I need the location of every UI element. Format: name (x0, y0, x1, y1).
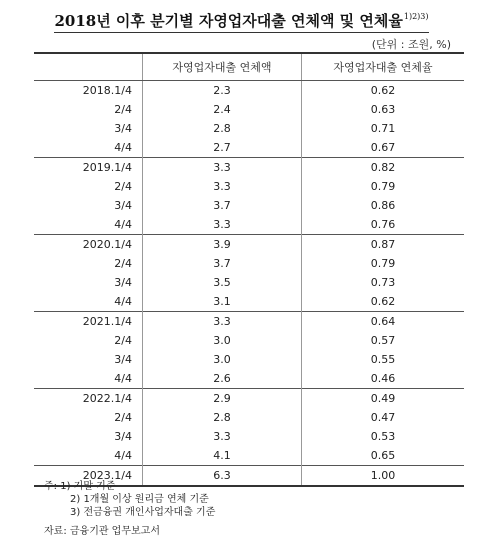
table-row (34, 446, 464, 466)
cell-rate: 0.64 (302, 312, 465, 332)
cell-rate: 0.82 (302, 158, 465, 178)
cell-period: 3/4 (34, 119, 143, 138)
cell-period: 2023.1/4 (34, 466, 143, 487)
cell-period: 4/4 (34, 215, 143, 235)
table-row (34, 158, 464, 178)
cell-rate: 0.62 (370, 295, 396, 308)
cell-rate: 0.79 (370, 257, 396, 270)
cell-amount: 2.8 (143, 408, 302, 427)
table-row (34, 177, 464, 196)
cell-period: 2/4 (34, 177, 143, 196)
table-row (34, 235, 464, 255)
cell-rate: 0.63 (370, 103, 396, 116)
cell-rate: 0.53 (370, 430, 396, 443)
cell-rate: 0.62 (370, 84, 396, 97)
table-row (34, 119, 464, 138)
cell-amount: 2.7 (143, 138, 302, 158)
cell-amount: 3.7 (143, 196, 302, 215)
table-row (34, 100, 464, 119)
table-row (34, 427, 464, 446)
table-row (34, 254, 464, 273)
cell-period: 2/4 (34, 331, 143, 350)
cell-rate: 0.65 (370, 449, 396, 462)
cell-amount: 2.4 (143, 100, 302, 119)
footnote-line (44, 480, 215, 493)
cell-amount: 3.3 (143, 427, 302, 446)
cell-period: 2/4 (34, 408, 143, 427)
footnote-prefix: 주: (44, 481, 58, 492)
cell-period: 3/4 (34, 273, 143, 292)
cell-period: 4/4 (34, 138, 143, 158)
cell-amount: 3.1 (143, 292, 302, 312)
cell-rate: 0.49 (302, 389, 465, 409)
cell-rate: 0.79 (370, 180, 396, 193)
cell-amount: 3.0 (143, 350, 302, 369)
table-row (34, 138, 464, 158)
cell-amount: 2.3 (143, 81, 302, 101)
cell-amount: 6.3 (143, 466, 302, 487)
footnote-1: 1) 기말 기준 (60, 481, 116, 492)
cell-rate: 0.76 (370, 218, 396, 231)
cell-amount: 3.7 (143, 254, 302, 273)
header-rate: 자영업자대출 연체율 (302, 53, 465, 81)
cell-period: 2020.1/4 (34, 235, 143, 255)
cell-period: 3/4 (34, 427, 143, 446)
table-header-row (34, 53, 464, 81)
cell-period: 4/4 (34, 369, 143, 389)
cell-amount: 2.9 (143, 389, 302, 409)
cell-period: 2/4 (34, 100, 143, 119)
cell-period: 4/4 (34, 446, 143, 466)
unit-label: (단위 : 조원, %) (371, 38, 451, 51)
cell-amount: 2.6 (143, 369, 302, 389)
table-row (34, 273, 464, 292)
cell-rate: 0.67 (370, 141, 396, 154)
cell-rate: 0.46 (370, 372, 396, 385)
cell-period: 2021.1/4 (34, 312, 143, 332)
table-row (34, 408, 464, 427)
table-row (34, 81, 464, 101)
cell-period: 3/4 (34, 196, 143, 215)
cell-amount: 3.3 (143, 215, 302, 235)
cell-amount: 3.3 (143, 158, 302, 178)
title-footnote-marks: 1)2)3) (403, 12, 429, 21)
cell-period: 4/4 (34, 292, 143, 312)
cell-period: 2022.1/4 (34, 389, 143, 409)
cell-rate: 0.57 (370, 334, 396, 347)
cell-rate: 1.00 (302, 466, 465, 487)
cell-rate: 0.73 (370, 276, 396, 289)
data-table (34, 52, 464, 487)
footnotes (44, 480, 215, 519)
cell-amount: 2.8 (143, 119, 302, 138)
title-text: 2018년 이후 분기별 자영업자대출 연체액 및 연체율 (54, 12, 403, 30)
table-row (34, 196, 464, 215)
page-title (54, 10, 428, 33)
table-row (34, 389, 464, 409)
table-row (34, 292, 464, 312)
cell-amount: 4.1 (143, 446, 302, 466)
cell-rate: 0.55 (370, 353, 396, 366)
header-amount: 자영업자대출 연체액 (143, 53, 302, 81)
table-row (34, 331, 464, 350)
table-body (34, 81, 464, 487)
title-wrap (0, 10, 483, 33)
cell-period: 3/4 (34, 350, 143, 369)
cell-rate: 0.87 (302, 235, 465, 255)
cell-amount: 3.9 (143, 235, 302, 255)
cell-period: 2/4 (34, 254, 143, 273)
cell-amount: 3.3 (143, 177, 302, 196)
table-row (34, 350, 464, 369)
footnote-2: 2) 1개월 이상 원리금 연체 기준 (70, 494, 209, 505)
table-row (34, 369, 464, 389)
source-note: 자료: 금융기관 업무보고서 (44, 526, 160, 537)
cell-rate: 0.47 (370, 411, 396, 424)
cell-amount: 3.0 (143, 331, 302, 350)
cell-period: 2018.1/4 (34, 81, 143, 101)
table-row (34, 215, 464, 235)
header-period (34, 53, 143, 81)
table-row (34, 312, 464, 332)
cell-amount: 3.3 (143, 312, 302, 332)
cell-amount: 3.5 (143, 273, 302, 292)
cell-rate: 0.71 (370, 122, 396, 135)
footnote-3: 3) 전금융권 개인사업자대출 기준 (70, 507, 216, 518)
cell-rate: 0.86 (370, 199, 396, 212)
cell-period: 2019.1/4 (34, 158, 143, 178)
